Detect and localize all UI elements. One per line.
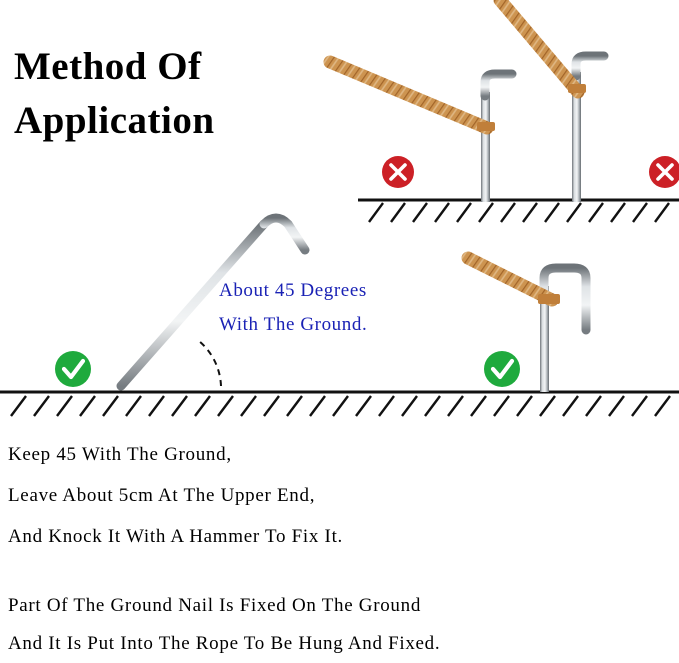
- annotation-angle-line-2: With The Ground.: [219, 314, 368, 335]
- caption-line-4: Part Of The Ground Nail Is Fixed On The Ground: [8, 595, 422, 616]
- badge-correct-right: [484, 351, 520, 387]
- badge-wrong-left: [382, 156, 414, 188]
- badge-wrong-right: [649, 156, 679, 188]
- page-title-line-1: Method Of: [14, 45, 202, 88]
- caption-line-3: And Knock It With A Hammer To Fix It.: [8, 526, 344, 547]
- caption-line-2: Leave About 5cm At The Upper End,: [8, 485, 316, 506]
- annotation-angle-line-1: About 45 Degrees: [219, 280, 367, 301]
- caption-line-1: Keep 45 With The Ground,: [8, 444, 232, 465]
- badge-correct-left: [55, 351, 91, 387]
- page-title-line-2: Application: [14, 98, 215, 142]
- caption-line-5: And It Is Put Into The Rope To Be Hung And Fixed.: [8, 633, 441, 654]
